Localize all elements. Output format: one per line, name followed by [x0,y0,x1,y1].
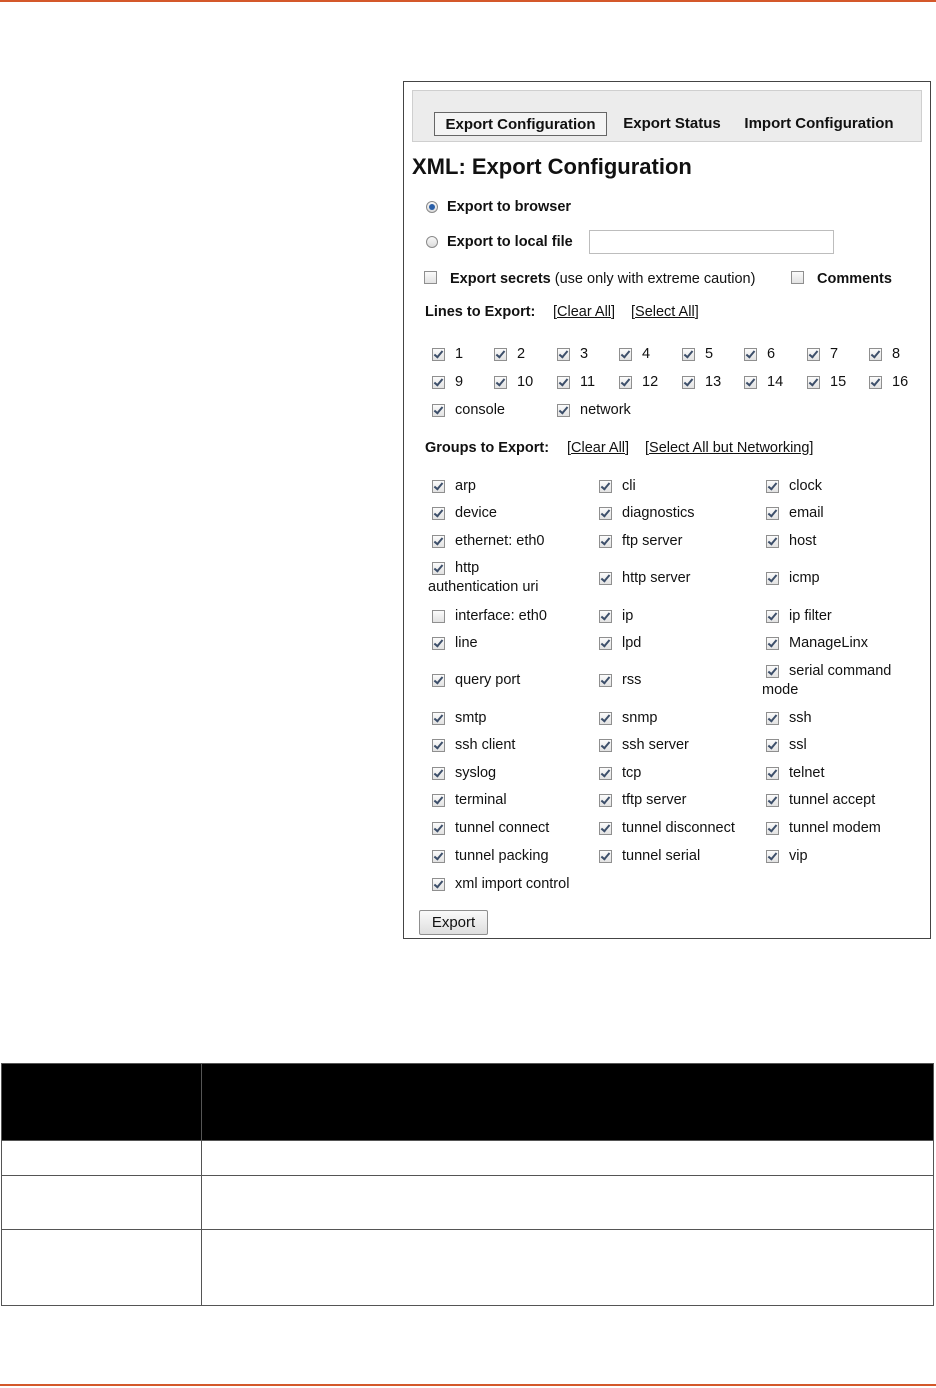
lines-select-all-bracket: [Select All] [631,304,699,320]
line-checkbox-6[interactable] [744,348,757,361]
line-checkbox-8[interactable] [869,348,882,361]
export-configuration-panel [403,81,931,939]
lines-clear-all-link[interactable]: Clear All [557,304,612,320]
group-checkbox-rss[interactable] [599,674,612,687]
line-label: 1 [455,346,464,362]
tab-export-status[interactable]: Export Status [623,115,721,132]
group-label: cli [622,478,636,494]
group-checkbox-smtp[interactable] [432,712,445,725]
table-cell [202,1230,934,1306]
group-label: tftp server [622,792,687,808]
group-checkbox-http[interactable] [432,562,445,575]
group-checkbox-ssh[interactable] [766,712,779,725]
line-checkbox-network[interactable] [557,404,570,417]
group-checkbox-host[interactable] [766,535,779,548]
line-checkbox-4[interactable] [619,348,632,361]
table-cell [2,1141,202,1176]
group-checkbox-tunnel-modem[interactable] [766,822,779,835]
group-label: line [455,635,478,651]
group-label-continuation: mode [762,682,799,698]
line-label: 3 [580,346,589,362]
export-secrets-note: (use only with extreme caution) [554,271,756,287]
group-checkbox-ip[interactable] [599,610,612,623]
group-checkbox-tunnel-accept[interactable] [766,794,779,807]
group-checkbox-tunnel-serial[interactable] [599,850,612,863]
line-checkbox-1[interactable] [432,348,445,361]
line-label: 2 [517,346,526,362]
line-checkbox-9[interactable] [432,376,445,389]
group-checkbox-tunnel-packing[interactable] [432,850,445,863]
group-label: ssl [789,737,807,753]
line-label: 7 [830,346,839,362]
export-to-local-file-label: Export to local file [447,234,573,250]
line-label: console [455,402,505,418]
line-checkbox-5[interactable] [682,348,695,361]
group-label: http server [622,570,691,586]
group-checkbox-ssh-server[interactable] [599,739,612,752]
line-label: 12 [642,374,659,390]
group-label: ssh server [622,737,689,753]
group-checkbox-vip[interactable] [766,850,779,863]
groups-clear-all-bracket: [Clear All] [567,440,630,456]
group-checkbox-line[interactable] [432,637,445,650]
group-label: smtp [455,710,487,726]
export-to-browser-radio[interactable] [426,201,438,213]
local-file-input[interactable] [589,230,834,254]
group-checkbox-icmp[interactable] [766,572,779,585]
group-label: clock [789,478,823,494]
line-checkbox-13[interactable] [682,376,695,389]
line-label: 15 [830,374,847,390]
group-label: tunnel modem [789,820,881,836]
group-label: host [789,533,817,549]
group-label: interface: eth0 [455,608,547,624]
group-label: ip filter [789,608,832,624]
line-label: 9 [455,374,464,390]
group-label: diagnostics [622,505,695,521]
table-header-row [2,1064,934,1141]
group-checkbox-telnet[interactable] [766,767,779,780]
group-checkbox-syslog[interactable] [432,767,445,780]
lines-select-all-link[interactable]: Select All [635,304,695,320]
group-label: ManageLinx [789,635,868,651]
table-header-cell [2,1064,202,1141]
line-checkbox-15[interactable] [807,376,820,389]
groups-select-all-but-networking-link[interactable]: Select All but Networking [649,440,810,456]
group-label: ssh client [455,737,516,753]
group-checkbox-terminal[interactable] [432,794,445,807]
group-label: tunnel connect [455,820,550,836]
group-label: snmp [622,710,658,726]
group-checkbox-arp[interactable] [432,480,445,493]
group-checkbox-ssl[interactable] [766,739,779,752]
line-label: 16 [892,374,909,390]
tab-export-configuration[interactable]: Export Configuration [434,112,607,136]
group-label: email [789,505,824,521]
line-checkbox-10[interactable] [494,376,507,389]
export-button[interactable]: Export [419,910,488,935]
group-label: ethernet: eth0 [455,533,545,549]
table-row [2,1230,934,1306]
line-checkbox-7[interactable] [807,348,820,361]
table-header-cell [202,1064,934,1141]
group-label: tunnel disconnect [622,820,735,836]
line-label: network [580,402,631,418]
table-row [2,1176,934,1230]
line-label: 5 [705,346,714,362]
table-row [2,1141,934,1176]
line-label: 6 [767,346,776,362]
comments-label: Comments [817,271,892,287]
group-checkbox-ssh-client[interactable] [432,739,445,752]
group-label: arp [455,478,476,494]
group-checkbox-ip-filter[interactable] [766,610,779,623]
line-label: 14 [767,374,784,390]
group-label-continuation: authentication uri [428,579,539,595]
comments-checkbox[interactable] [791,271,804,284]
group-checkbox-xml-import-control[interactable] [432,878,445,891]
group-label: query port [455,672,521,688]
group-checkbox-query-port[interactable] [432,674,445,687]
group-checkbox-tcp[interactable] [599,767,612,780]
group-checkbox-diagnostics[interactable] [599,507,612,520]
group-label: telnet [789,765,825,781]
group-label: tunnel serial [622,848,701,864]
groups-to-export-label: Groups to Export: [425,440,550,456]
export-secrets-checkbox[interactable] [424,271,437,284]
line-checkbox-12[interactable] [619,376,632,389]
table-cell [2,1176,202,1230]
group-checkbox-tunnel-disconnect[interactable] [599,822,612,835]
table-cell [2,1230,202,1306]
group-checkbox-serial-command[interactable] [766,665,779,678]
group-label: vip [789,848,808,864]
group-checkbox-managelinx[interactable] [766,637,779,650]
group-label: serial command [789,663,892,679]
group-checkbox-device[interactable] [432,507,445,520]
table-cell [202,1176,934,1230]
group-checkbox-tunnel-connect[interactable] [432,822,445,835]
line-label: 10 [517,374,534,390]
line-checkbox-16[interactable] [869,376,882,389]
groups-clear-all-link[interactable]: Clear All [571,440,626,456]
export-to-local-file-radio[interactable] [426,236,438,248]
group-label: tcp [622,765,642,781]
groups-select-all-bracket: [Select All but Networking] [645,440,814,456]
group-checkbox-cli[interactable] [599,480,612,493]
export-secrets-text: Export secrets [450,271,551,287]
group-label: tunnel accept [789,792,876,808]
group-checkbox-interface-eth0[interactable] [432,610,445,623]
lines-to-export-label: Lines to Export: [425,304,536,320]
export-secrets-label [450,271,755,287]
table-cell [202,1141,934,1176]
group-checkbox-snmp[interactable] [599,712,612,725]
tab-bar [412,90,922,142]
tab-import-configuration[interactable]: Import Configuration [744,115,894,132]
page-title: XML: Export Configuration [412,154,692,179]
lines-clear-all-bracket: [Clear All] [553,304,616,320]
group-label: lpd [622,635,642,651]
group-checkbox-http-server[interactable] [599,572,612,585]
group-label: rss [622,672,642,688]
group-label: http [455,560,480,576]
group-checkbox-ethernet-eth0[interactable] [432,535,445,548]
line-checkbox-3[interactable] [557,348,570,361]
export-to-browser-label: Export to browser [447,199,572,215]
line-checkbox-11[interactable] [557,376,570,389]
line-label: 11 [580,374,596,390]
group-checkbox-ftp-server[interactable] [599,535,612,548]
group-checkbox-tftp-server[interactable] [599,794,612,807]
group-label: ftp server [622,533,683,549]
group-label: ip [622,608,634,624]
line-label: 13 [705,374,722,390]
group-label: tunnel packing [455,848,549,864]
top-rule [0,0,936,2]
group-checkbox-clock[interactable] [766,480,779,493]
group-label: xml import control [455,876,570,892]
group-label: ssh [789,710,812,726]
group-checkbox-email[interactable] [766,507,779,520]
line-checkbox-2[interactable] [494,348,507,361]
line-label: 4 [642,346,651,362]
group-label: syslog [455,765,497,781]
group-label: device [455,505,497,521]
description-table [1,1063,934,1306]
line-label: 8 [892,346,901,362]
group-checkbox-lpd[interactable] [599,637,612,650]
line-checkbox-14[interactable] [744,376,757,389]
line-checkbox-console[interactable] [432,404,445,417]
bottom-rule [0,1384,936,1386]
group-label: terminal [455,792,507,808]
group-label: icmp [789,570,820,586]
